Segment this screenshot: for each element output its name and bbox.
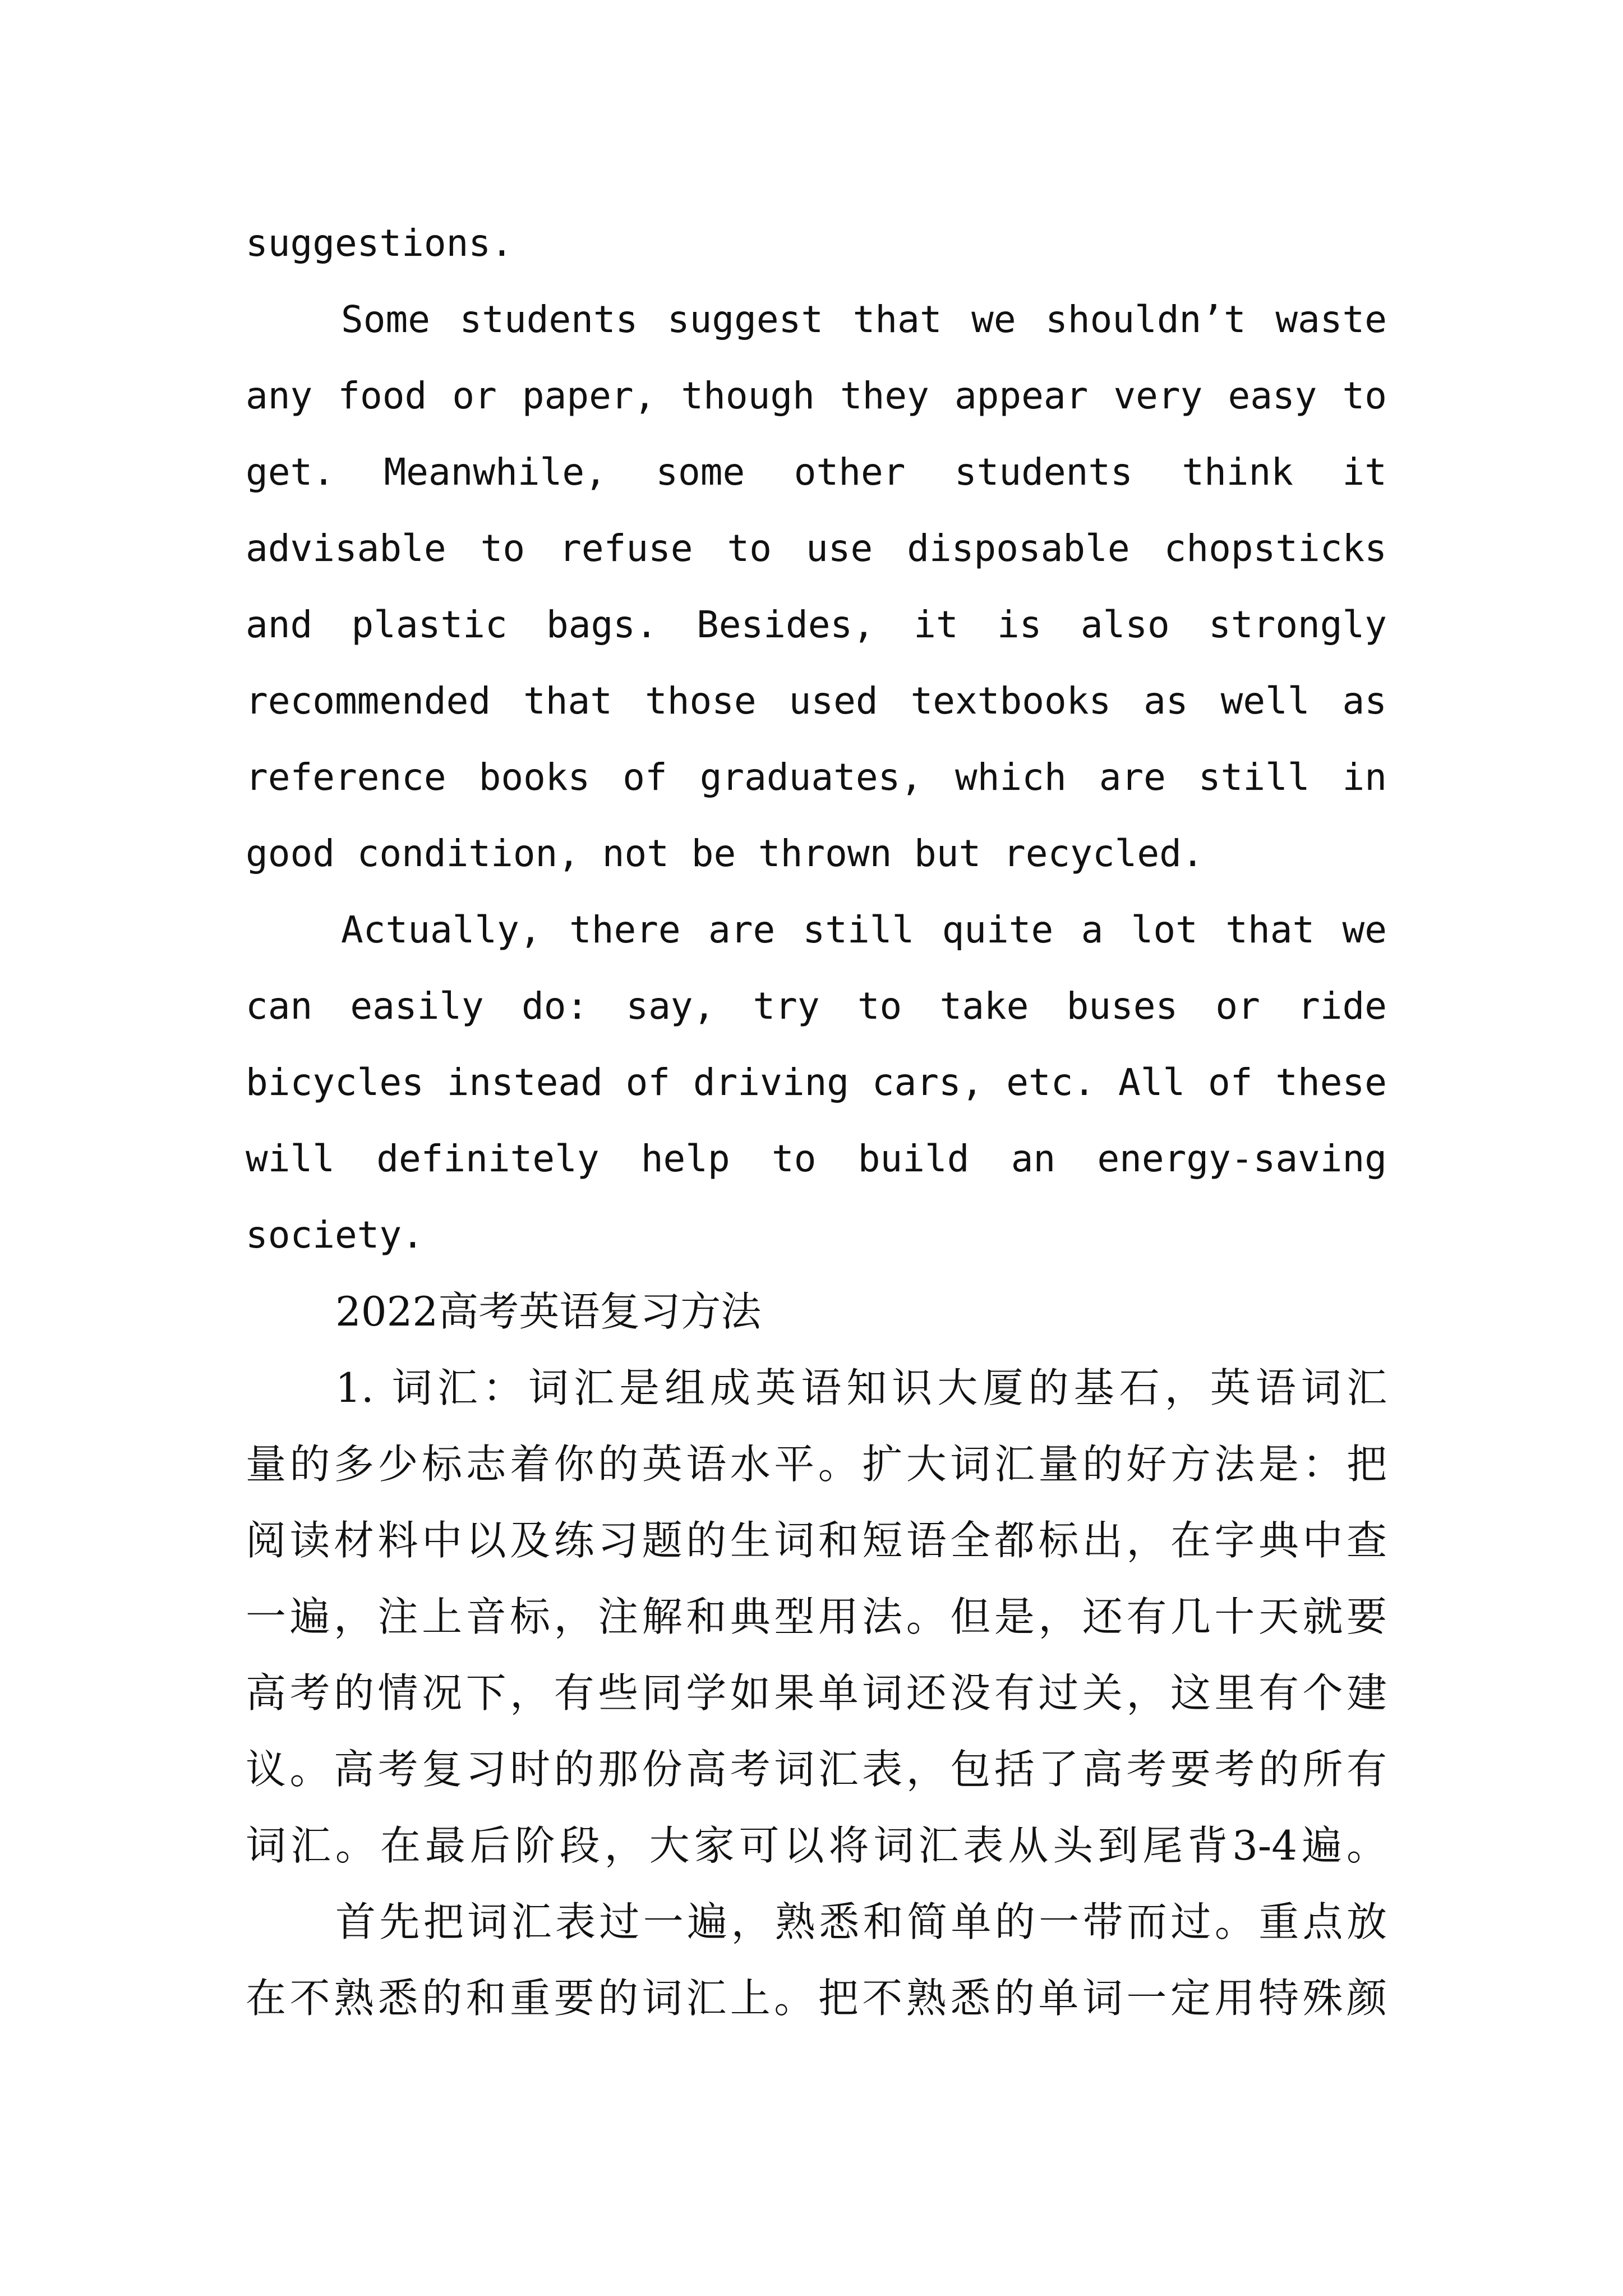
text-line: 词汇。在最后阶段，大家可以将词汇表从头到尾背3-4遍。 (246, 1822, 1387, 1869)
text-line: good condition, not be thrown but recycled. (246, 832, 1204, 875)
paragraph-first-line: Some students suggest that we shouldn’t waste (341, 298, 1387, 341)
paragraph-first-line: 首先把词汇表过一遍，熟悉和简单的一带而过。重点放 (335, 1898, 1387, 1945)
text-line: any food or paper, though they appear very easy to (246, 374, 1387, 417)
paragraph-first-line: 1. 词汇：词汇是组成英语知识大厦的基石，英语词汇 (335, 1364, 1387, 1411)
text-line: 议。高考复习时的那份高考词汇表，包括了高考要考的所有 (246, 1746, 1387, 1793)
text-line: can easily do: say, try to take buses or ride (246, 984, 1387, 1028)
text-line: 阅读材料中以及练习题的生词和短语全都标出，在字典中查 (246, 1517, 1387, 1564)
text-line: will definitely help to build an energy-saving (246, 1137, 1387, 1180)
section-heading: 2022高考英语复习方法 (335, 1288, 762, 1335)
text-line: 量的多少标志着你的英语水平。扩大词汇量的好方法是：把 (246, 1441, 1387, 1488)
text-line: reference books of graduates, which are still in (246, 756, 1387, 799)
text-line: and plastic bags. Besides, it is also strongly (246, 603, 1387, 646)
text-line: recommended that those used textbooks as well as (246, 679, 1387, 723)
text-line: society. (246, 1213, 424, 1257)
text-line: 高考的情况下，有些同学如果单词还没有过关，这里有个建 (246, 1669, 1387, 1717)
text-line: advisable to refuse to use disposable chopsticks (246, 527, 1387, 570)
text-line: 在不熟悉的和重要的词汇上。把不熟悉的单词一定用特殊颜 (246, 1975, 1387, 2022)
text-line: get. Meanwhile, some other students think it (246, 450, 1387, 494)
text-line: 一遍，注上音标，注解和典型用法。但是，还有几十天就要 (246, 1593, 1387, 1640)
text-line: suggestions. (246, 222, 513, 265)
paragraph-first-line: Actually, there are still quite a lot that we (341, 908, 1387, 951)
text-line: bicycles instead of driving cars, etc. All of these (246, 1061, 1387, 1104)
